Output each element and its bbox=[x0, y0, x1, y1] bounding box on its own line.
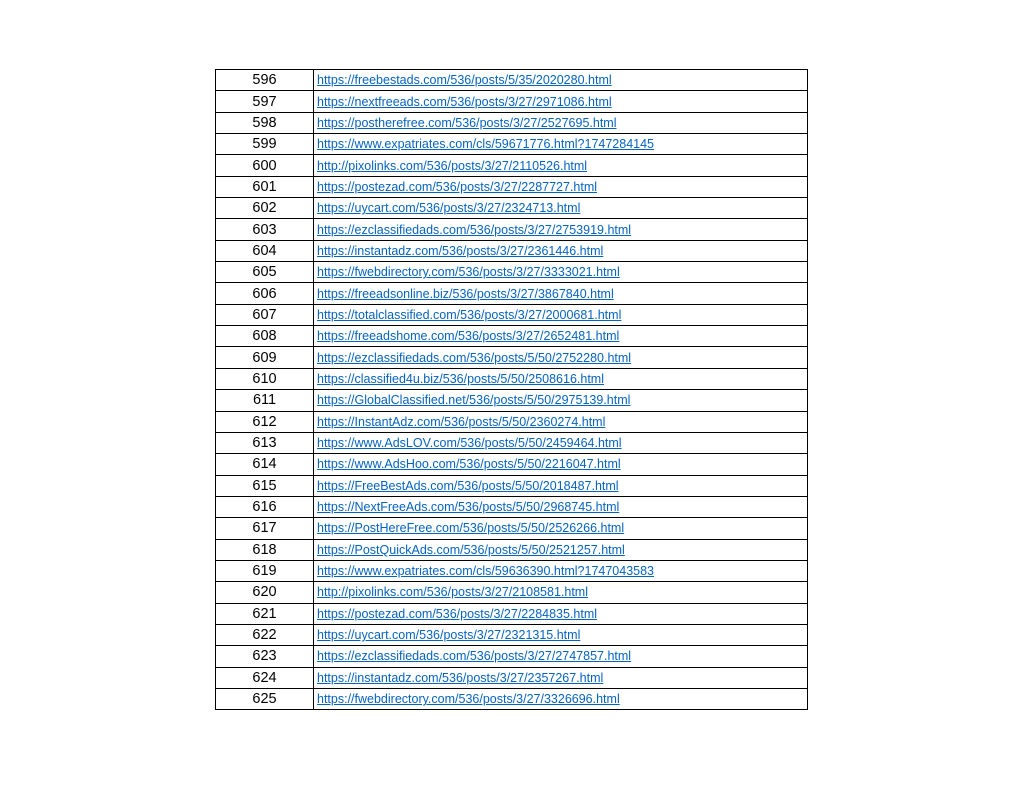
url-cell bbox=[314, 560, 808, 581]
row-number: 607 bbox=[216, 304, 314, 325]
url-link[interactable]: https://ezclassifiedads.com/536/posts/3/27/2753919.html bbox=[317, 222, 632, 237]
row-number: 599 bbox=[216, 134, 314, 155]
table-row bbox=[216, 582, 808, 603]
url-link[interactable]: https://NextFreeAds.com/536/posts/5/50/2968745.html bbox=[317, 500, 620, 515]
table-row bbox=[216, 368, 808, 389]
row-number: 602 bbox=[216, 198, 314, 219]
url-link[interactable]: https://uycart.com/536/posts/3/27/2321315.html bbox=[317, 628, 581, 643]
url-link[interactable]: https://ezclassifiedads.com/536/posts/3/27/2747857.html bbox=[317, 649, 632, 664]
url-link[interactable]: https://PostHereFree.com/536/posts/5/50/2526266.html bbox=[317, 521, 625, 536]
row-number: 596 bbox=[216, 70, 314, 91]
url-cell bbox=[314, 240, 808, 261]
table-row bbox=[216, 646, 808, 667]
url-cell bbox=[314, 134, 808, 155]
row-number: 597 bbox=[216, 91, 314, 112]
url-cell bbox=[314, 91, 808, 112]
url-link[interactable]: https://www.expatriates.com/cls/59671776.html?1747284145 bbox=[317, 137, 655, 152]
table-row bbox=[216, 475, 808, 496]
url-cell bbox=[314, 112, 808, 133]
row-number: 621 bbox=[216, 603, 314, 624]
url-link[interactable]: https://freeadshome.com/536/posts/3/27/2652481.html bbox=[317, 329, 620, 344]
url-link[interactable]: https://uycart.com/536/posts/3/27/2324713.html bbox=[317, 201, 581, 216]
row-number: 622 bbox=[216, 624, 314, 645]
url-cell bbox=[314, 582, 808, 603]
table-row bbox=[216, 219, 808, 240]
url-cell bbox=[314, 262, 808, 283]
row-number: 605 bbox=[216, 262, 314, 283]
url-cell bbox=[314, 390, 808, 411]
row-number: 600 bbox=[216, 155, 314, 176]
row-number: 620 bbox=[216, 582, 314, 603]
table-row bbox=[216, 304, 808, 325]
url-cell bbox=[314, 454, 808, 475]
url-link[interactable]: https://PostQuickAds.com/536/posts/5/50/2521257.html bbox=[317, 542, 625, 557]
table-row bbox=[216, 70, 808, 91]
row-number: 603 bbox=[216, 219, 314, 240]
url-cell bbox=[314, 624, 808, 645]
url-link[interactable]: https://fwebdirectory.com/536/posts/3/27/3326696.html bbox=[317, 692, 620, 707]
row-number: 601 bbox=[216, 176, 314, 197]
table-row bbox=[216, 667, 808, 688]
url-cell bbox=[314, 646, 808, 667]
url-link[interactable]: http://pixolinks.com/536/posts/3/27/2110526.html bbox=[317, 158, 588, 173]
table-row bbox=[216, 283, 808, 304]
url-cell bbox=[314, 688, 808, 709]
table-row bbox=[216, 454, 808, 475]
table-row bbox=[216, 688, 808, 709]
table-row bbox=[216, 539, 808, 560]
url-link[interactable]: https://GlobalClassified.net/536/posts/5/50/2975139.html bbox=[317, 393, 631, 408]
table-row bbox=[216, 347, 808, 368]
table-row bbox=[216, 262, 808, 283]
links-table bbox=[215, 69, 808, 710]
table-row bbox=[216, 603, 808, 624]
url-link[interactable]: https://freebestads.com/536/posts/5/35/2020280.html bbox=[317, 73, 612, 88]
table-row bbox=[216, 560, 808, 581]
url-cell bbox=[314, 176, 808, 197]
url-link[interactable]: https://instantadz.com/536/posts/3/27/2357267.html bbox=[317, 670, 604, 685]
row-number: 616 bbox=[216, 496, 314, 517]
row-number: 614 bbox=[216, 454, 314, 475]
table-row bbox=[216, 496, 808, 517]
table-row bbox=[216, 390, 808, 411]
links-table-body bbox=[216, 70, 808, 710]
url-link[interactable]: http://pixolinks.com/536/posts/3/27/2108581.html bbox=[317, 585, 588, 600]
row-number: 617 bbox=[216, 518, 314, 539]
url-link[interactable]: https://postezad.com/536/posts/3/27/2287727.html bbox=[317, 179, 598, 194]
url-cell bbox=[314, 198, 808, 219]
url-cell bbox=[314, 155, 808, 176]
table-row bbox=[216, 518, 808, 539]
url-cell bbox=[314, 518, 808, 539]
url-link[interactable]: https://ezclassifiedads.com/536/posts/5/50/2752280.html bbox=[317, 350, 632, 365]
row-number: 604 bbox=[216, 240, 314, 261]
row-number: 615 bbox=[216, 475, 314, 496]
table-row bbox=[216, 134, 808, 155]
url-cell bbox=[314, 475, 808, 496]
row-number: 624 bbox=[216, 667, 314, 688]
row-number: 618 bbox=[216, 539, 314, 560]
row-number: 613 bbox=[216, 432, 314, 453]
url-link[interactable]: https://nextfreeads.com/536/posts/3/27/2971086.html bbox=[317, 94, 612, 109]
table-row bbox=[216, 411, 808, 432]
row-number: 610 bbox=[216, 368, 314, 389]
url-cell bbox=[314, 603, 808, 624]
url-cell bbox=[314, 411, 808, 432]
url-link[interactable]: https://postezad.com/536/posts/3/27/2284835.html bbox=[317, 606, 598, 621]
table-row bbox=[216, 240, 808, 261]
url-link[interactable]: https://www.expatriates.com/cls/59636390.html?1747043583 bbox=[317, 564, 655, 579]
url-link[interactable]: https://fwebdirectory.com/536/posts/3/27/3333021.html bbox=[317, 265, 620, 280]
url-link[interactable]: https://instantadz.com/536/posts/3/27/2361446.html bbox=[317, 243, 604, 258]
table-row bbox=[216, 198, 808, 219]
url-link[interactable]: https://www.AdsHoo.com/536/posts/5/50/2216047.html bbox=[317, 457, 621, 472]
url-cell bbox=[314, 304, 808, 325]
row-number: 609 bbox=[216, 347, 314, 368]
url-link[interactable]: https://FreeBestAds.com/536/posts/5/50/2018487.html bbox=[317, 478, 619, 493]
url-cell bbox=[314, 368, 808, 389]
row-number: 606 bbox=[216, 283, 314, 304]
url-link[interactable]: https://freeadsonline.biz/536/posts/3/27/3867840.html bbox=[317, 286, 614, 301]
row-number: 612 bbox=[216, 411, 314, 432]
url-cell bbox=[314, 326, 808, 347]
row-number: 625 bbox=[216, 688, 314, 709]
url-cell bbox=[314, 432, 808, 453]
table-row bbox=[216, 326, 808, 347]
table-row bbox=[216, 91, 808, 112]
url-cell bbox=[314, 70, 808, 91]
row-number: 611 bbox=[216, 390, 314, 411]
url-link[interactable]: https://www.AdsLOV.com/536/posts/5/50/2459464.html bbox=[317, 436, 622, 451]
table-row bbox=[216, 112, 808, 133]
table-row bbox=[216, 432, 808, 453]
table-row bbox=[216, 176, 808, 197]
url-cell bbox=[314, 667, 808, 688]
url-cell bbox=[314, 219, 808, 240]
row-number: 598 bbox=[216, 112, 314, 133]
row-number: 608 bbox=[216, 326, 314, 347]
url-cell bbox=[314, 496, 808, 517]
row-number: 623 bbox=[216, 646, 314, 667]
table-row bbox=[216, 155, 808, 176]
url-cell bbox=[314, 539, 808, 560]
url-link[interactable]: https://totalclassified.com/536/posts/3/27/2000681.html bbox=[317, 307, 622, 322]
url-cell bbox=[314, 347, 808, 368]
row-number: 619 bbox=[216, 560, 314, 581]
url-link[interactable]: https://classified4u.biz/536/posts/5/50/2508616.html bbox=[317, 371, 604, 386]
url-cell bbox=[314, 283, 808, 304]
table-row bbox=[216, 624, 808, 645]
url-link[interactable]: https://InstantAdz.com/536/posts/5/50/2360274.html bbox=[317, 414, 606, 429]
url-link[interactable]: https://postherefree.com/536/posts/3/27/2527695.html bbox=[317, 115, 617, 130]
